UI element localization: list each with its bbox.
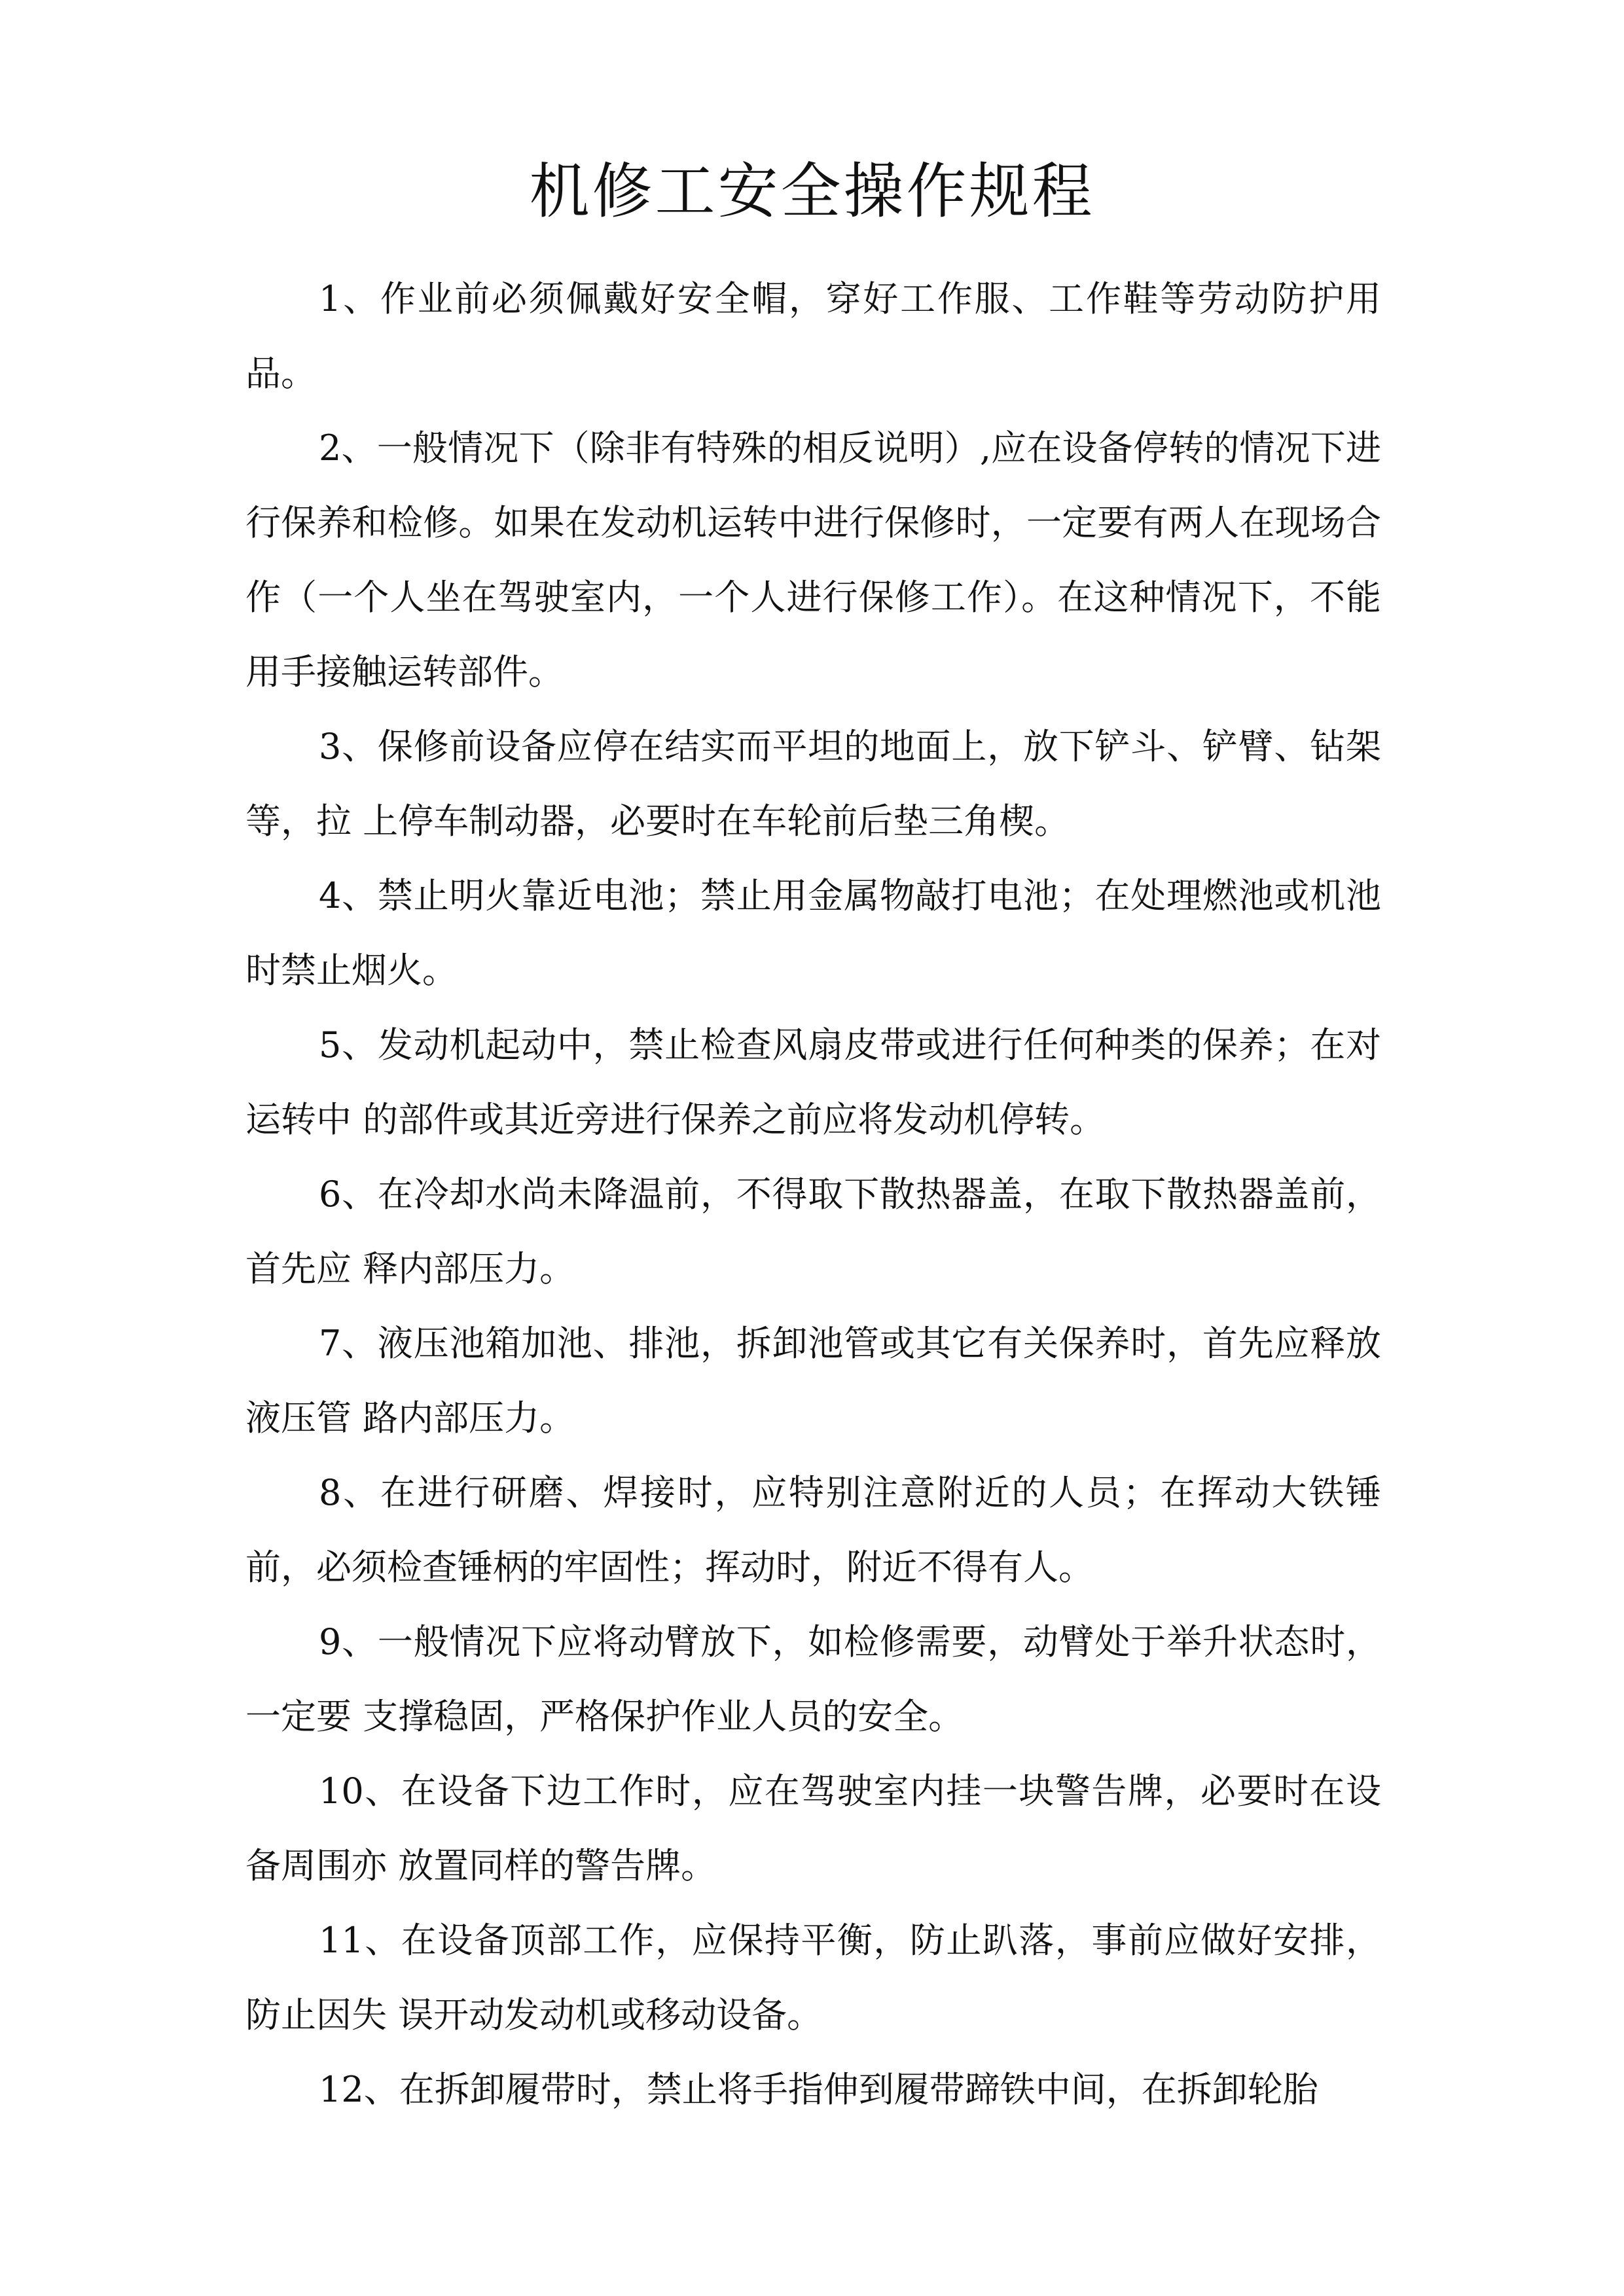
rule-paragraph-8: 8、在进行研磨、焊接时，应特别注意附近的人员；在挥动大铁锤前，必须检查锤柄的牢固性；挥动时，附近不得有人。 xyxy=(245,1472,1381,1588)
rule-paragraph-6: 6、在冷却水尚未降温前，不得取下散热器盖，在取下散热器盖前，首先应 释内部压力。 xyxy=(245,1174,1381,1289)
rule-paragraph-3: 3、保修前设备应停在结实而平坦的地面上，放下铲斗、铲臂、钻架等，拉 上停车制动器，必要时在车轮前后垫三角楔。 xyxy=(245,726,1381,842)
rule-paragraph-5: 5、发动机起动中，禁止检查风扇皮带或进行任何种类的保养；在对运转中 的部件或其近旁进行保养之前应将发动机停转。 xyxy=(245,1024,1381,1140)
rule-paragraph-12: 12、在拆卸履带时，禁止将手指伸到履带蹄铁中间，在拆卸轮胎 xyxy=(319,2069,1318,2110)
rule-paragraph-4: 4、禁止明火靠近电池；禁止用金属物敲打电池；在处理燃池或机池时禁止烟火。 xyxy=(245,875,1381,991)
document-body xyxy=(245,262,1381,2127)
rule-paragraph-1: 1、作业前必须佩戴好安全帽，穿好工作服、工作鞋等劳动防护用品。 xyxy=(245,278,1381,394)
rule-paragraph-7: 7、液压池箱加池、排池，拆卸池管或其它有关保养时，首先应释放液压管 路内部压力。 xyxy=(245,1323,1381,1439)
rule-paragraph-9: 9、一般情况下应将动臂放下，如检修需要，动臂处于举升状态时，一定要 支撑稳固，严格保护作业人员的安全。 xyxy=(245,1621,1381,1737)
rule-paragraph-2: 2、一般情况下（除非有特殊的相反说明）,应在设备停转的情况下进行保养和检修。如果在发动机运转中进行保修时，一定要有两人在现场合作（一个人坐在驾驶室内，一个人进行保修工作）。在这种情况下，不能用手接触运转部件。 xyxy=(245,427,1381,692)
rule-paragraph-10: 10、在设备下边工作时，应在驾驶室内挂一块警告牌，必要时在设备周围亦 放置同样的警告牌。 xyxy=(245,1770,1381,1886)
document-title: 机修工安全操作规程 xyxy=(529,156,1095,226)
rule-paragraph-11: 11、在设备顶部工作，应保持平衡，防止趴落，事前应做好安排，防止因失 误开动发动机或移动设备。 xyxy=(245,1920,1381,2036)
